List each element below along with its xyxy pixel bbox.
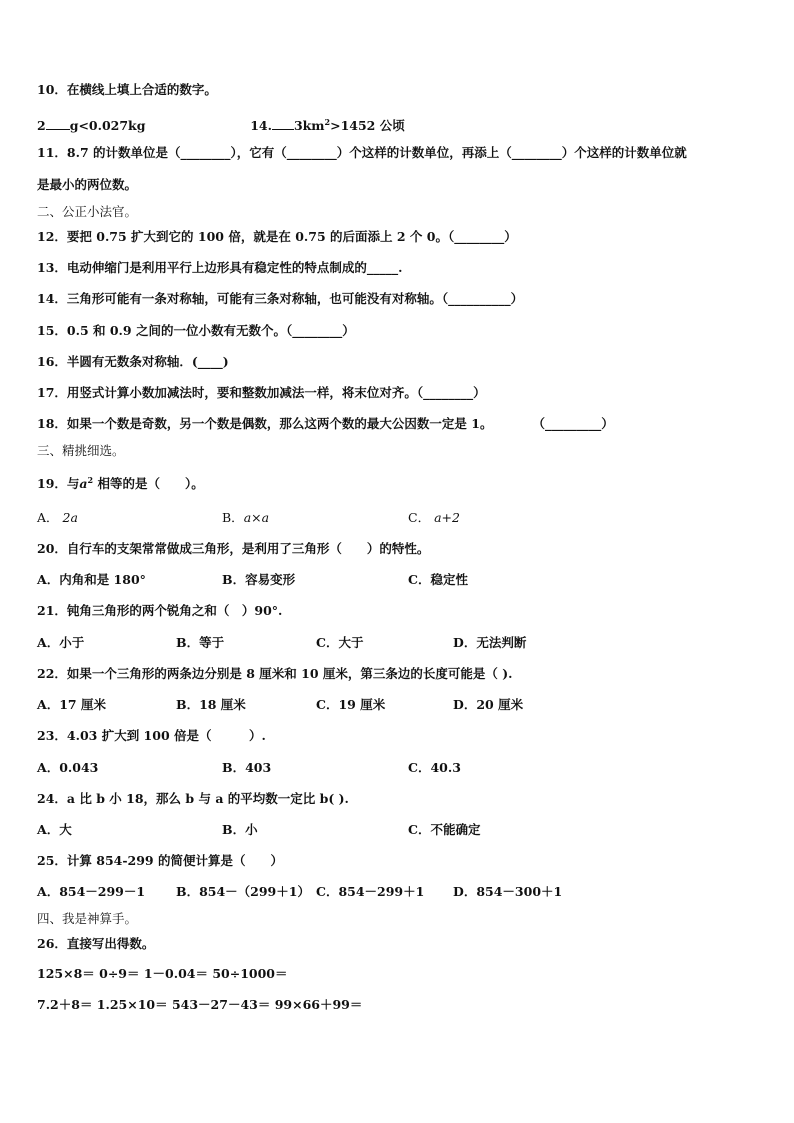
question-22-stem: 22．如果一个三角形的两条边分别是 8 厘米和 10 厘米，第三条边的长度可能是（ ).: [37, 666, 513, 681]
q25-option-c[interactable]: C．854－299＋1: [316, 884, 425, 899]
question-24-stem: 24．a 比 b 小 18，那么 b 与 a 的平均数一定比 b( ).: [37, 791, 349, 806]
question-15: 15．0.5 和 0.9 之间的一位小数有无数个。（________）: [37, 323, 355, 338]
question-18-text: 18．如果一个数是奇数，另一个数是偶数，那么这两个数的最大公因数一定是 1。: [37, 416, 493, 431]
q20-option-b[interactable]: B．容易变形: [222, 572, 296, 587]
q24-option-a[interactable]: A．大: [37, 822, 72, 837]
q19-option-b-letter: B．: [222, 510, 244, 525]
q19-exponent: 2: [87, 475, 94, 485]
q19-option-c-text: a+2: [434, 510, 460, 525]
question-10: 10．在横线上填上合适的数字。: [37, 82, 217, 97]
q23-option-a[interactable]: A．0.043: [37, 760, 99, 775]
question-12: 12．要把 0.75 扩大到它的 100 倍，就是在 0.75 的后面添上 2 个 0。（________）: [37, 229, 517, 244]
q10-item-b-blank[interactable]: [272, 117, 294, 130]
q22-option-c[interactable]: C．19 厘米: [316, 697, 386, 712]
question-21-stem: 21．钝角三角形的两个锐角之和（ ）90°.: [37, 603, 283, 618]
question-16: 16．半圆有无数条对称轴．(____): [37, 354, 229, 369]
section-heading-3: 三、精挑细选。: [37, 443, 125, 458]
q10-item-a-prefix: 2: [37, 118, 46, 134]
question-23-stem: 23．4.03 扩大到 100 倍是（ ）.: [37, 728, 266, 743]
question-10-items: [37, 114, 405, 134]
q22-option-b[interactable]: B．18 厘米: [176, 697, 246, 712]
q10-item-b-exponent: 2: [324, 117, 331, 127]
question-20-stem: 20．自行车的支架常常做成三角形，是利用了三角形（ ）的特性。: [37, 541, 430, 556]
q22-option-d[interactable]: D．20 厘米: [453, 697, 524, 712]
q19-option-b[interactable]: [222, 510, 269, 526]
q19-prefix: 19．与: [37, 476, 80, 492]
q19-suffix: 相等的是（ ）。: [93, 476, 204, 492]
question-26-row2: 7.2＋8＝ 1.25×10＝ 543－27－43＝ 99×66＋99＝: [37, 997, 363, 1012]
question-17: 17．用竖式计算小数加减法时，要和整数加减法一样，将末位对齐。（________）: [37, 385, 486, 400]
question-11-line2: 是最小的两位数。: [37, 177, 138, 192]
q24-option-c[interactable]: C．不能确定: [408, 822, 481, 837]
q19-option-c-letter: C．: [408, 510, 431, 525]
q10-item-a-blank[interactable]: [46, 117, 70, 130]
question-11-line1: 11．8.7 的计数单位是（________），它有（________）个这样的计数单位，再添上（________）个这样的计数单位就: [37, 145, 687, 160]
q22-option-a[interactable]: A．17 厘米: [37, 697, 106, 712]
q19-option-a[interactable]: [37, 510, 78, 526]
q21-option-b[interactable]: B．等于: [176, 635, 225, 650]
question-19-stem: [37, 472, 204, 492]
q10-item-b-suffix: >1452 公顷: [330, 118, 405, 134]
q20-option-c[interactable]: C．稳定性: [408, 572, 468, 587]
q21-option-d[interactable]: D．无法判断: [453, 635, 527, 650]
q24-option-b[interactable]: B．小: [222, 822, 258, 837]
question-18-blank: （_________）: [532, 416, 614, 431]
q19-option-b-text: a×a: [243, 510, 270, 525]
question-13: 13．电动伸缩门是利用平行上边形具有稳定性的特点制成的_____.: [37, 260, 403, 275]
section-heading-2: 二、公正小法官。: [37, 204, 138, 219]
q19-variable: a: [79, 476, 88, 492]
q10-item-b-prefix: 14.: [250, 118, 272, 134]
q21-option-a[interactable]: A．小于: [37, 635, 85, 650]
question-25-stem: 25．计算 854-299 的简便计算是（ ）: [37, 853, 283, 868]
q19-option-c[interactable]: [408, 510, 460, 526]
q23-option-c[interactable]: C．40.3: [408, 760, 461, 775]
q10-item-a-suffix: g<0.027kg: [69, 118, 146, 134]
section-heading-4: 四、我是神算手。: [37, 911, 138, 926]
question-26-row1: 125×8＝ 0÷9＝ 1－0.04＝ 50÷1000＝: [37, 966, 288, 981]
q25-option-b[interactable]: B．854－（299＋1）: [176, 884, 310, 899]
q10-item-b-unit: 3km: [293, 118, 325, 134]
question-18: [37, 416, 614, 432]
q20-option-a[interactable]: A．内角和是 180°: [37, 572, 146, 587]
question-26-stem: 26．直接写出得数。: [37, 936, 155, 951]
q21-option-c[interactable]: C．大于: [316, 635, 364, 650]
q23-option-b[interactable]: B．403: [222, 760, 272, 775]
question-14: 14．三角形可能有一条对称轴，可能有三条对称轴，也可能没有对称轴。（__________）: [37, 291, 524, 306]
q19-option-a-letter: A．: [37, 510, 59, 525]
q19-option-a-text: 2a: [62, 510, 78, 525]
q25-option-a[interactable]: A．854－299－1: [37, 884, 146, 899]
q25-option-d[interactable]: D．854－300＋1: [453, 884, 563, 899]
